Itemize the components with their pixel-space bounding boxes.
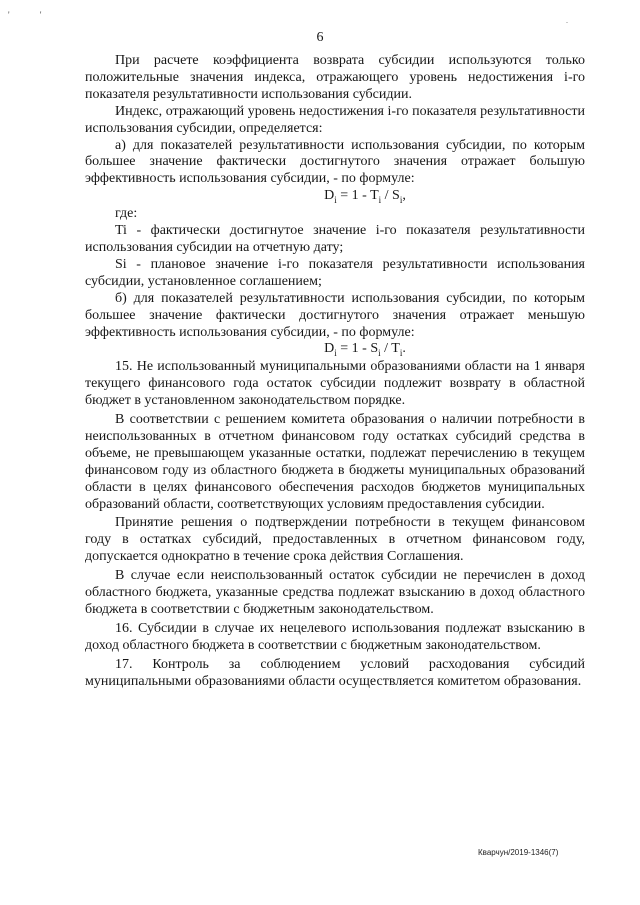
paragraph-15-confirmation: Принятие решения о подтверждении потребности в текущем финансовом году в остатках субсидий, предоставленных в отчетном финансовом году, допускается однократно в течение срока действия Соглашения. — [85, 515, 585, 565]
paragraph-3: а) для показателей результативности использования субсидии, по которым большее значение фактически достигнутого значения отражает большую эффективность использования субсидии, - по формуле: — [85, 137, 585, 187]
paragraph-15-decision: В соответствии с решением комитета образования о наличии потребности в неиспользованных в отчетном финансовом году остатках субсидий средства в объеме, не превышающем указанные остатки, подлежат перечислению в текущем финансовом году из областного бюджета в бюджеты муниципальных образований области в целях финансового обеспечения расходов бюджетов муниципальных образований области, соответствующих условиям предоставления субсидии. — [85, 412, 585, 512]
document-code: Кварчун/2019-1346(7) — [478, 848, 559, 857]
paragraph-1: При расчете коэффициента возврата субсидии используются только положительные значения индекса, отражающего уровень недостижения i-го показателя результативности использования субсидии. — [85, 53, 585, 102]
page-number: 6 — [316, 30, 324, 45]
paragraph-17: 17. Контроль за соблюдением условий расходования субсидий муниципальными образованиями области осуществляется комитетом образования. — [85, 656, 585, 689]
formula-2: $D_i = 1 - S_i / T_i$. — [324, 341, 406, 359]
paragraph-15: 15. Не использованный муниципальными образованиями области на 1 января текущего финансового года остаток субсидии подлежит возврату в областной бюджет в установленном законодательством порядке. — [85, 359, 585, 409]
document-body — [85, 53, 585, 691]
scan-dot: . — [566, 16, 568, 25]
paragraph-where: где: — [115, 206, 138, 222]
paragraph-16: 16. Субсидии в случае их нецелевого использования подлежат взысканию в доход областного бюджета в соответствии с бюджетным законодательством. — [85, 620, 585, 653]
paragraph-si: Si - плановое значение i-го показателя результативности использования субсидии, установленное соглашением; — [85, 256, 585, 289]
paragraph-ti: Ti - фактически достигнутое значение i-го показателя результативности использования субсидии на отчетную дату; — [85, 223, 585, 255]
formula-1: $D_i = 1 - T_i / S_i$, — [324, 188, 406, 206]
paragraph-2: Индекс, отражающий уровень недостижения i-го показателя результативности использования субсидии, определяется: — [85, 103, 585, 136]
scan-marks: ' ' — [8, 10, 56, 20]
paragraph-15-recovery: В случае если неиспользованный остаток субсидии не перечислен в доход областного бюджета, указанные средства подлежат взысканию в доход областного бюджета в соответствии с бюджетным законодательством. — [85, 568, 585, 617]
paragraph-b: б) для показателей результативности использования субсидии, по которым большее значение фактически достигнутого значения отражает меньшую эффективность использования субсидии, - по формуле: — [85, 290, 585, 340]
